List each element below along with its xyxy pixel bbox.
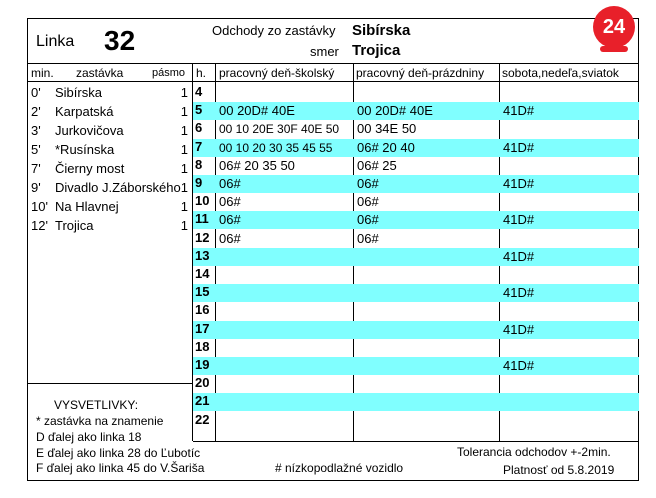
holiday-departures: 06# <box>357 194 379 210</box>
weekend-departures: 41D# <box>503 139 535 155</box>
stop-zone: 1 <box>180 180 188 195</box>
weekend-departures: 41D# <box>503 248 535 264</box>
validity-date: Platnosť od 5.8.2019 <box>503 463 615 477</box>
stop-minute: 9' <box>31 180 41 195</box>
hour-row <box>193 393 639 411</box>
school-day-departures: 00 10 20E 30F 40E 50 <box>219 122 340 137</box>
stop-minute: 5' <box>31 142 41 157</box>
line-number: 32 <box>104 25 136 56</box>
hour-row <box>193 157 639 175</box>
weekend-departures: 41D# <box>503 103 535 119</box>
stop-minute: 2' <box>31 104 41 119</box>
stop-name-cell: Trojica <box>55 218 94 233</box>
stop-zone: 1 <box>180 104 188 119</box>
legend-item: E ďalej ako linka 28 do Ľubotíc <box>36 446 201 460</box>
col-header-holiday: pracovný deň-prázdniny <box>356 66 485 80</box>
hour-row <box>193 339 639 357</box>
hour-row <box>193 102 639 120</box>
col-header-zone: pásmo <box>152 67 186 79</box>
column-header-divider <box>27 81 639 82</box>
hour-cell: 17 <box>195 320 210 336</box>
weekend-departures: 41D# <box>503 358 535 373</box>
weekend-departures: 41D# <box>503 176 535 191</box>
stop-name: Sibírska <box>352 22 411 39</box>
stop-row <box>31 218 191 237</box>
hour-cell: 6 <box>195 120 203 136</box>
stop-row <box>31 161 191 180</box>
hour-row <box>193 412 639 430</box>
hour-row <box>193 211 639 229</box>
col-header-min: min. <box>31 66 54 80</box>
hour-cell: 16 <box>195 302 210 318</box>
hour-row <box>193 120 639 138</box>
stop-name-cell: Čierny most <box>55 161 125 176</box>
stop-minute: 3' <box>31 123 41 138</box>
holiday-departures: 00 20D# 40E <box>357 103 433 119</box>
departures-label: Odchody zo zastávky <box>212 23 336 38</box>
legend-title: VYSVETLIVKY: <box>54 398 139 412</box>
hour-row <box>193 375 639 393</box>
stop-row <box>31 104 191 123</box>
holiday-departures: 06# <box>357 212 379 228</box>
stop-row <box>31 123 191 142</box>
stop-zone: 1 <box>180 142 188 157</box>
stop-row <box>31 199 191 218</box>
stop-name-cell: Karpatská <box>55 104 114 119</box>
stop-name-cell: Sibírska <box>55 85 102 100</box>
hour-cell: 5 <box>195 102 203 118</box>
hour-cell: 7 <box>195 138 203 154</box>
hour-row <box>193 284 639 302</box>
stop-minute: 7' <box>31 161 41 176</box>
stop-zone: 1 <box>180 161 188 176</box>
hour-row <box>193 266 639 284</box>
hour-cell: 18 <box>195 338 210 354</box>
stop-zone: 1 <box>180 199 188 214</box>
stop-zone: 1 <box>180 218 188 233</box>
hour-cell: 8 <box>195 156 203 172</box>
school-day-departures: 00 20D# 40E <box>219 103 295 119</box>
hour-row <box>193 248 639 266</box>
header-divider <box>27 63 639 64</box>
holiday-departures: 06# 20 40 <box>357 139 415 155</box>
school-day-departures: 06# <box>219 176 241 191</box>
stop-minute: 10' <box>31 199 48 214</box>
hour-row <box>193 193 639 211</box>
hour-cell: 9 <box>195 175 203 190</box>
col-header-stop: zastávka <box>76 66 124 80</box>
holiday-departures: 06# <box>357 230 379 246</box>
holiday-departures: 06# 25 <box>357 157 397 173</box>
hour-row <box>193 230 639 248</box>
col-header-hour: h. <box>196 66 207 80</box>
hour-row <box>193 321 639 339</box>
hour-cell: 22 <box>195 411 210 427</box>
hour-cell: 20 <box>195 375 210 391</box>
stop-zone: 1 <box>180 85 188 100</box>
legend-item: D ďalej ako linka 18 <box>36 430 142 444</box>
holiday-departures: 00 34E 50 <box>357 121 417 137</box>
tolerance-note: Tolerancia odchodov +-2min. <box>457 445 611 459</box>
col-header-weekend: sobota,nedeľa,sviatok <box>502 66 619 80</box>
line-label: Linka <box>36 33 75 50</box>
weekend-departures: 41D# <box>503 212 535 228</box>
school-day-departures: 00 10 20 30 35 45 55 <box>219 140 333 155</box>
hour-row <box>193 84 639 102</box>
hour-cell: 12 <box>195 229 210 245</box>
school-day-departures: 06# 20 35 50 <box>219 157 295 173</box>
stop-zone: 1 <box>180 123 188 138</box>
stop-row <box>31 180 191 199</box>
hour-row <box>193 175 639 193</box>
hour-cell: 11 <box>195 211 209 227</box>
holiday-departures: 06# <box>357 176 379 191</box>
stop-minute: 12' <box>31 218 48 233</box>
weekend-departures: 41D# <box>503 285 535 301</box>
stop-row <box>31 142 191 161</box>
hour-cell: 14 <box>195 266 210 281</box>
direction-label: smer <box>310 44 339 59</box>
hour-row <box>193 302 639 320</box>
hour-cell: 4 <box>195 84 203 99</box>
col-header-school: pracovný deň-školský <box>219 66 335 80</box>
direction-name: Trojica <box>352 42 401 59</box>
hour-cell: 10 <box>195 193 210 209</box>
hour-row <box>193 139 639 157</box>
stop-row <box>31 85 191 104</box>
hour-cell: 19 <box>195 357 210 372</box>
hour-cell: 21 <box>195 393 210 409</box>
hour-cell: 13 <box>195 247 210 263</box>
weekend-departures: 41D# <box>503 321 535 337</box>
low-floor-note: # nízkopodlažné vozidlo <box>275 461 404 475</box>
stop-minute: 0' <box>31 85 41 100</box>
stop-name-cell: Divadlo J.Záborského <box>55 180 181 195</box>
school-day-departures: 06# <box>219 230 241 246</box>
legend-divider <box>27 383 193 384</box>
stop-name-cell: Na Hlavnej <box>55 199 119 214</box>
legend-item: * zastávka na znamenie <box>36 414 164 428</box>
school-day-departures: 06# <box>219 194 241 210</box>
footer-divider <box>193 441 639 442</box>
logo-base-icon <box>600 46 628 52</box>
stop-name-cell: *Rusínska <box>55 142 115 157</box>
logo-24-icon: 24 <box>593 6 635 48</box>
stop-name-cell: Jurkovičova <box>55 123 124 138</box>
legend-item: F ďalej ako linka 45 do V.Šariša <box>36 461 205 475</box>
hour-cell: 15 <box>195 284 210 300</box>
school-day-departures: 06# <box>219 212 241 228</box>
hour-row <box>193 357 639 375</box>
